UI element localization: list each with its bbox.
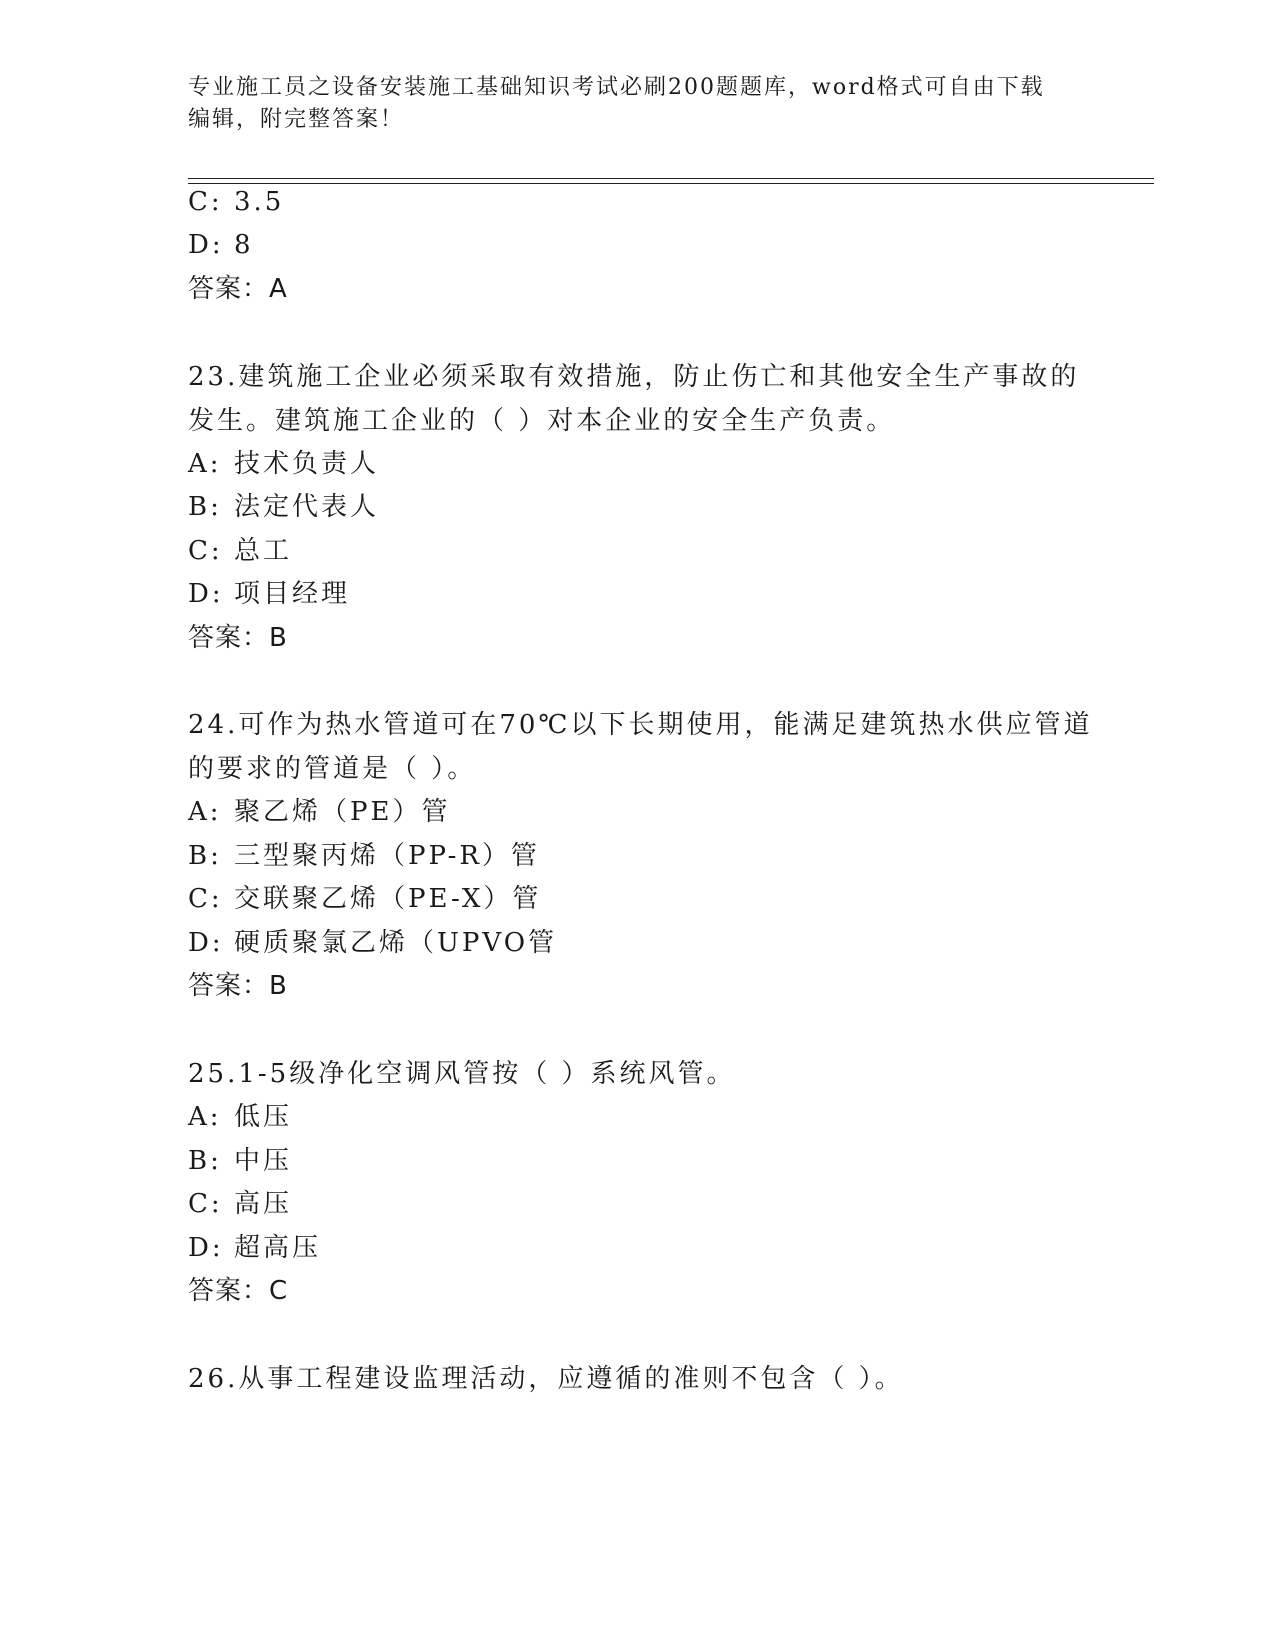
option-line [188, 1144, 292, 1178]
question-stem: 24.可作为热水管道可在70℃以下长期使用，能满足建筑热水供应管道 [188, 710, 1093, 740]
option-text: 高压 [234, 1189, 293, 1219]
question-stem: 25.1-5级净化空调风管按（ ）系统风管。 [188, 1059, 736, 1089]
answer-line: 答案：B [188, 971, 288, 1001]
option-label: B: [188, 492, 222, 522]
question-stem: 26.从事工程建设监理活动，应遵循的准则不包含（ ）。 [188, 1364, 904, 1394]
header-line-2: 编辑，附完整答案！ [188, 107, 405, 132]
option-text: 8 [234, 230, 254, 260]
option-label: A: [188, 797, 222, 827]
option-text: 聚乙烯（PE）管 [234, 797, 451, 827]
option-label: C: [188, 187, 223, 217]
option-label: B: [188, 1146, 222, 1176]
option-line [188, 228, 254, 262]
answer-line: 答案：C [188, 1276, 289, 1306]
option-text: 技术负责人 [234, 449, 380, 479]
option-label: B: [188, 841, 222, 871]
option-text: 三型聚丙烯（PP-R）管 [234, 841, 540, 871]
header-divider-bottom [188, 183, 1154, 184]
option-text: 超高压 [234, 1233, 322, 1263]
option-label: D: [188, 579, 224, 609]
option-text: 项目经理 [234, 579, 351, 609]
option-line [188, 839, 540, 873]
option-label: C: [188, 884, 223, 914]
option-text: 3.5 [234, 187, 285, 217]
question-stem: 的要求的管道是（ ）。 [188, 754, 477, 784]
option-line [188, 490, 379, 524]
option-line [188, 447, 379, 481]
option-line [188, 1231, 321, 1265]
option-line [188, 795, 450, 829]
document-header [188, 72, 1078, 136]
option-line [188, 882, 541, 916]
option-label: A: [188, 449, 222, 479]
option-text: 交联聚乙烯（PE-X）管 [234, 884, 542, 914]
answer-line: 答案：B [188, 623, 288, 653]
option-label: C: [188, 1189, 223, 1219]
option-label: D: [188, 230, 224, 260]
option-text: 总工 [234, 536, 293, 566]
option-line [188, 1100, 292, 1134]
option-line [188, 926, 557, 960]
answer-line: 答案：A [188, 274, 288, 304]
option-label: C: [188, 536, 223, 566]
option-text: 法定代表人 [234, 492, 380, 522]
question-stem: 23.建筑施工企业必须采取有效措施，防止伤亡和其他安全生产事故的 [188, 362, 1080, 392]
option-text: 硬质聚氯乙烯（UPVO管 [234, 928, 558, 958]
option-label: A: [188, 1102, 222, 1132]
option-text: 中压 [234, 1146, 293, 1176]
option-line [188, 534, 292, 568]
option-line [188, 185, 284, 219]
question-stem: 发生。建筑施工企业的（ ）对本企业的安全生产负责。 [188, 406, 896, 436]
option-label: D: [188, 1233, 224, 1263]
header-divider-top [188, 178, 1154, 179]
option-line [188, 1187, 292, 1221]
option-text: 低压 [234, 1102, 293, 1132]
option-label: D: [188, 928, 224, 958]
header-line-1: 专业施工员之设备安装施工基础知识考试必刷200题题库，word格式可自由下载 [188, 75, 1045, 100]
option-line [188, 577, 350, 611]
